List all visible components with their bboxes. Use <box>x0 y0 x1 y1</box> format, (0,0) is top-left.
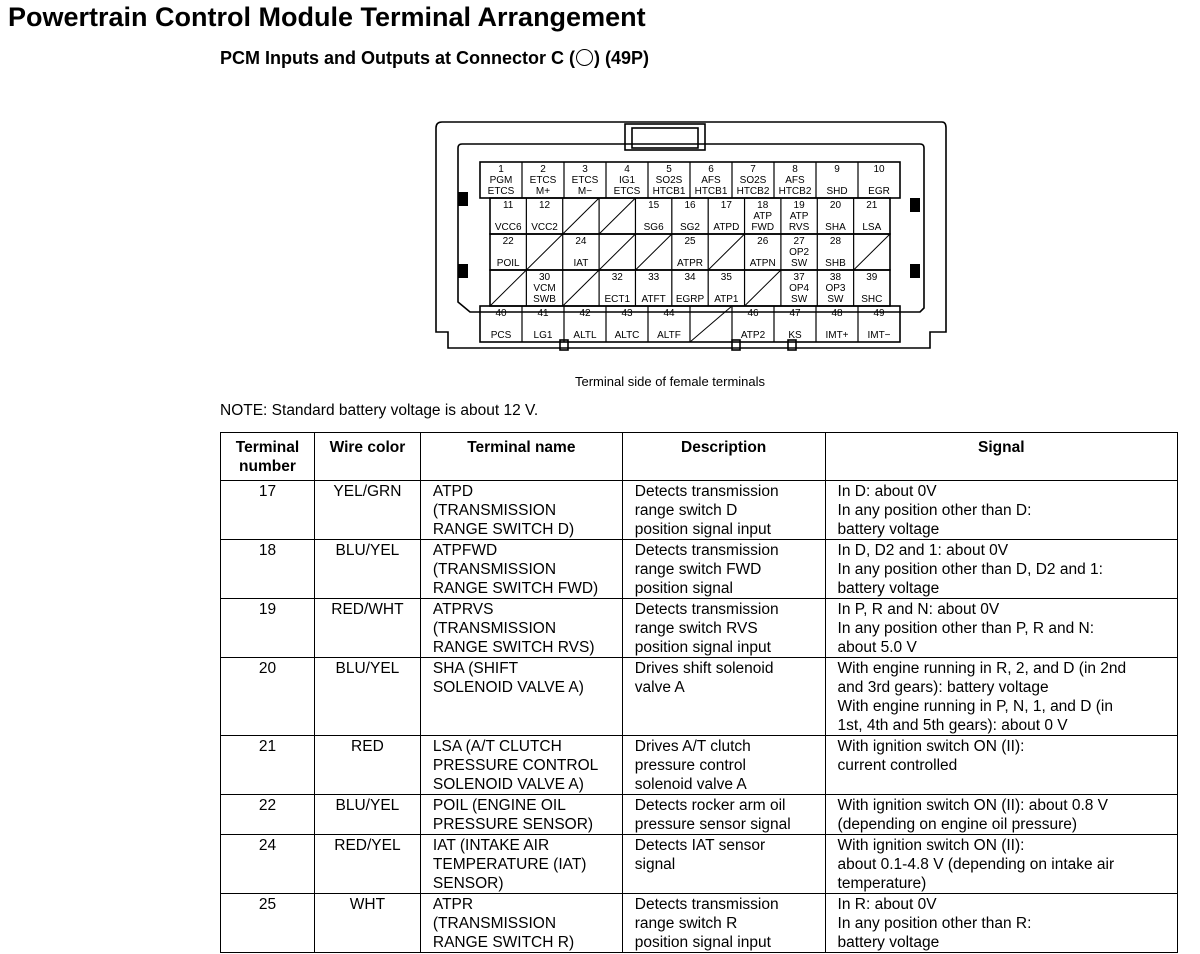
diagram-caption: Terminal side of female terminals <box>575 374 766 389</box>
signal-cell: In R: about 0V In any position other than R: battery voltage <box>825 894 1177 953</box>
terminal-name-cell: ATPR (TRANSMISSION RANGE SWITCH R) <box>420 894 622 953</box>
terminal-number: 33 <box>648 272 660 283</box>
voltage-note: NOTE: Standard battery voltage is about 12 V. <box>220 402 539 419</box>
wire-color-cell: YEL/GRN <box>314 481 420 540</box>
terminal-number-cell: 22 <box>221 795 315 835</box>
terminal-number: 18 <box>757 200 769 211</box>
terminal-number: 1 <box>498 164 504 175</box>
terminal-label: HTCB2 <box>736 186 770 197</box>
terminal-label: ETCS <box>487 186 515 197</box>
connector-housing <box>436 122 946 348</box>
empty-slot-mark <box>708 234 744 270</box>
terminal-number: 9 <box>834 164 840 175</box>
lock-square <box>458 264 468 278</box>
terminal-label: SG6 <box>643 222 664 233</box>
wire-color-cell: BLU/YEL <box>314 795 420 835</box>
table-row <box>221 481 1178 540</box>
terminal-label-top: AFS <box>785 175 805 186</box>
terminal-number: 38 <box>829 272 842 283</box>
table-row <box>221 599 1178 658</box>
terminal-number-cell: 18 <box>221 540 315 599</box>
empty-slot-mark <box>745 270 781 306</box>
terminal-name-cell: ATPRVS (TRANSMISSION RANGE SWITCH RVS) <box>420 599 622 658</box>
terminal-label: ATPN <box>749 258 776 269</box>
terminal-label-top: SO2S <box>655 175 683 186</box>
terminal-label: ALTL <box>573 330 597 341</box>
terminal-number: 26 <box>757 236 769 247</box>
description-cell: Drives A/T clutch pressure control solenoid valve A <box>622 736 825 795</box>
table-header-row <box>221 433 1178 481</box>
description-cell: Detects rocker arm oil pressure sensor signal <box>622 795 825 835</box>
wire-color-cell: RED/WHT <box>314 599 420 658</box>
terminal-number: 10 <box>873 164 885 175</box>
terminal-label: HTCB1 <box>652 186 686 197</box>
lock-square <box>910 264 920 278</box>
table-row <box>221 795 1178 835</box>
terminal-label-top: ETCS <box>529 175 557 186</box>
terminal-label-top: ATP <box>753 211 773 222</box>
terminal-number: 15 <box>648 200 660 211</box>
description-cell: Drives shift solenoid valve A <box>622 658 825 736</box>
terminal-label: LG1 <box>533 330 553 341</box>
terminal-number: 7 <box>750 164 756 175</box>
description-cell: Detects IAT sensor signal <box>622 835 825 894</box>
terminal-number: 37 <box>793 272 805 283</box>
wire-color-cell: RED/YEL <box>314 835 420 894</box>
empty-slot-mark <box>854 234 890 270</box>
terminal-label-top: SO2S <box>739 175 767 186</box>
terminal-number: 46 <box>747 308 759 319</box>
terminal-number: 30 <box>538 272 551 283</box>
terminal-label: SWB <box>533 294 556 305</box>
signal-cell: In D: about 0V In any position other than D: battery voltage <box>825 481 1177 540</box>
terminal-number: 41 <box>537 308 549 319</box>
wire-color-cell: RED <box>314 736 420 795</box>
terminal-label-top: VCM <box>533 283 556 294</box>
terminal-label: SHD <box>826 186 848 197</box>
terminal-label-top: ATP <box>789 211 809 222</box>
terminal-label: ATPR <box>677 258 703 269</box>
terminal-label: ATPD <box>713 222 740 233</box>
terminal-label: IAT <box>573 258 589 269</box>
terminal-number: 49 <box>873 308 885 319</box>
terminal-label: SHA <box>825 222 846 233</box>
signal-cell: With ignition switch ON (II): about 0.1-4.8 V (depending on intake air temperature) <box>825 835 1177 894</box>
terminal-number-cell: 25 <box>221 894 315 953</box>
terminal-number: 40 <box>495 308 507 319</box>
terminal-number: 19 <box>793 200 805 211</box>
terminal-number: 28 <box>829 236 842 247</box>
terminal-label: SHB <box>825 258 846 269</box>
terminal-number: 3 <box>582 164 588 175</box>
wire-color-cell: BLU/YEL <box>314 658 420 736</box>
terminal-label-top: OP2 <box>789 247 810 258</box>
terminal-number: 43 <box>621 308 633 319</box>
terminal-number: 47 <box>789 308 801 319</box>
terminal-number: 6 <box>708 164 714 175</box>
terminal-label: LSA <box>862 222 882 233</box>
terminal-label: KS <box>788 330 802 341</box>
terminal-number: 48 <box>831 308 843 319</box>
terminal-name-cell: SHA (SHIFT SOLENOID VALVE A) <box>420 658 622 736</box>
terminal-label: ECT1 <box>604 294 631 305</box>
terminal-number: 17 <box>720 200 732 211</box>
latch-inner <box>632 128 698 148</box>
signal-cell: In P, R and N: about 0V In any position other than P, R and N: about 5.0 V <box>825 599 1177 658</box>
terminal-label: POIL <box>496 258 520 269</box>
terminal-label-top: OP4 <box>789 283 810 294</box>
wire-color-cell: WHT <box>314 894 420 953</box>
terminal-label: SW <box>791 258 808 269</box>
section-subtitle <box>220 48 649 69</box>
terminal-number: 8 <box>792 164 798 175</box>
terminal-name-cell: LSA (A/T CLUTCH PRESSURE CONTROL SOLENOID VALVE A) <box>420 736 622 795</box>
connector-diagram <box>430 118 952 368</box>
terminal-label: VCC6 <box>494 222 522 233</box>
terminal-number-cell: 21 <box>221 736 315 795</box>
terminal-label: ALTF <box>657 330 681 341</box>
terminal-label: HTCB1 <box>694 186 728 197</box>
terminal-number: 25 <box>684 236 696 247</box>
terminal-name-cell: ATPFWD (TRANSMISSION RANGE SWITCH FWD) <box>420 540 622 599</box>
description-cell: Detects transmission range switch RVS position signal input <box>622 599 825 658</box>
empty-slot-mark <box>599 234 635 270</box>
terminal-number: 2 <box>540 164 546 175</box>
terminal-label: M− <box>577 186 593 197</box>
table-body <box>221 481 1178 953</box>
signal-cell: With ignition switch ON (II): about 0.8 V (depending on engine oil pressure) <box>825 795 1177 835</box>
terminal-label: PCS <box>490 330 512 341</box>
terminal-label: IMT− <box>867 330 891 341</box>
header-description: Description <box>622 433 825 481</box>
description-cell: Detects transmission range switch D position signal input <box>622 481 825 540</box>
terminal-label: SW <box>827 294 844 305</box>
terminal-number: 27 <box>793 236 805 247</box>
signal-cell: In D, D2 and 1: about 0V In any position other than D, D2 and 1: battery voltage <box>825 540 1177 599</box>
terminal-name-cell: ATPD (TRANSMISSION RANGE SWITCH D) <box>420 481 622 540</box>
terminal-number: 5 <box>666 164 672 175</box>
terminal-label: EGR <box>868 186 890 197</box>
terminal-number: 16 <box>684 200 696 211</box>
terminal-number: 11 <box>502 200 514 211</box>
empty-slot-mark <box>490 270 526 306</box>
empty-slot-mark <box>526 234 562 270</box>
terminal-number: 35 <box>720 272 732 283</box>
terminal-label: EGRP <box>675 294 705 305</box>
table-row <box>221 894 1178 953</box>
empty-slot-mark <box>599 198 635 234</box>
table-row <box>221 540 1178 599</box>
table-row <box>221 835 1178 894</box>
terminal-number: 20 <box>829 200 842 211</box>
wire-color-cell: BLU/YEL <box>314 540 420 599</box>
terminal-name-cell: POIL (ENGINE OIL PRESSURE SENSOR) <box>420 795 622 835</box>
empty-slot-mark <box>563 198 599 234</box>
terminal-label: VCC2 <box>531 222 558 233</box>
terminal-table <box>220 432 1178 953</box>
terminal-label: ATP1 <box>714 294 739 305</box>
header-terminal-number: Terminal number <box>221 433 315 481</box>
table-row <box>221 658 1178 736</box>
terminal-label: RVS <box>788 222 810 233</box>
terminal-label-top: PGM <box>489 175 513 186</box>
terminal-label: IMT+ <box>825 330 849 341</box>
header-signal: Signal <box>825 433 1177 481</box>
terminal-number: 42 <box>579 308 591 319</box>
terminal-label: HTCB2 <box>778 186 812 197</box>
terminal-label: SG2 <box>679 222 701 233</box>
empty-slot-mark <box>635 234 671 270</box>
terminal-number-cell: 19 <box>221 599 315 658</box>
terminal-number: 32 <box>611 272 623 283</box>
terminal-number: 39 <box>866 272 878 283</box>
lock-square <box>910 198 920 212</box>
terminal-number-cell: 17 <box>221 481 315 540</box>
terminal-name-cell: IAT (INTAKE AIR TEMPERATURE (IAT) SENSOR) <box>420 835 622 894</box>
table-row <box>221 736 1178 795</box>
description-cell: Detects transmission range switch FWD position signal <box>622 540 825 599</box>
page-title: Powertrain Control Module Terminal Arrangement <box>8 2 646 32</box>
terminal-label-top: ETCS <box>571 175 599 186</box>
terminal-number: 21 <box>866 200 878 211</box>
header-terminal-name: Terminal name <box>420 433 622 481</box>
terminal-label: ATP2 <box>740 330 766 341</box>
signal-cell: With ignition switch ON (II): current controlled <box>825 736 1177 795</box>
terminal-number: 44 <box>663 308 675 319</box>
signal-cell: With engine running in R, 2, and D (in 2nd and 3rd gears): battery voltage With engine running in P, N, 1, and D (in 1st, 4th and 5th gears): about 0 V <box>825 658 1177 736</box>
terminal-number: 34 <box>684 272 696 283</box>
terminal-label: ETCS <box>613 186 641 197</box>
empty-slot-mark <box>563 270 599 306</box>
subtitle-text: PCM Inputs and Outputs at Connector C ( <box>220 48 575 68</box>
terminal-number: 22 <box>502 236 514 247</box>
terminal-number: 24 <box>575 236 587 247</box>
terminal-label-top: AFS <box>701 175 721 186</box>
terminal-label: SHC <box>861 294 883 305</box>
terminal-label-top: IG1 <box>618 175 636 186</box>
terminal-label: SW <box>791 294 808 305</box>
terminal-number: 12 <box>538 200 551 211</box>
terminal-label: FWD <box>751 222 775 233</box>
terminal-label-top: OP3 <box>825 283 846 294</box>
header-wire-color: Wire color <box>314 433 420 481</box>
terminal-number: 4 <box>624 164 630 175</box>
description-cell: Detects transmission range switch R position signal input <box>622 894 825 953</box>
terminal-label: M+ <box>535 186 551 197</box>
subtitle-suffix: ) (49P) <box>593 48 649 68</box>
lock-square <box>458 192 468 206</box>
terminal-label: ATFT <box>641 294 666 305</box>
connector-circle-icon <box>576 49 593 66</box>
terminal-number-cell: 24 <box>221 835 315 894</box>
terminal-number-cell: 20 <box>221 658 315 736</box>
terminal-label: ALTC <box>614 330 640 341</box>
